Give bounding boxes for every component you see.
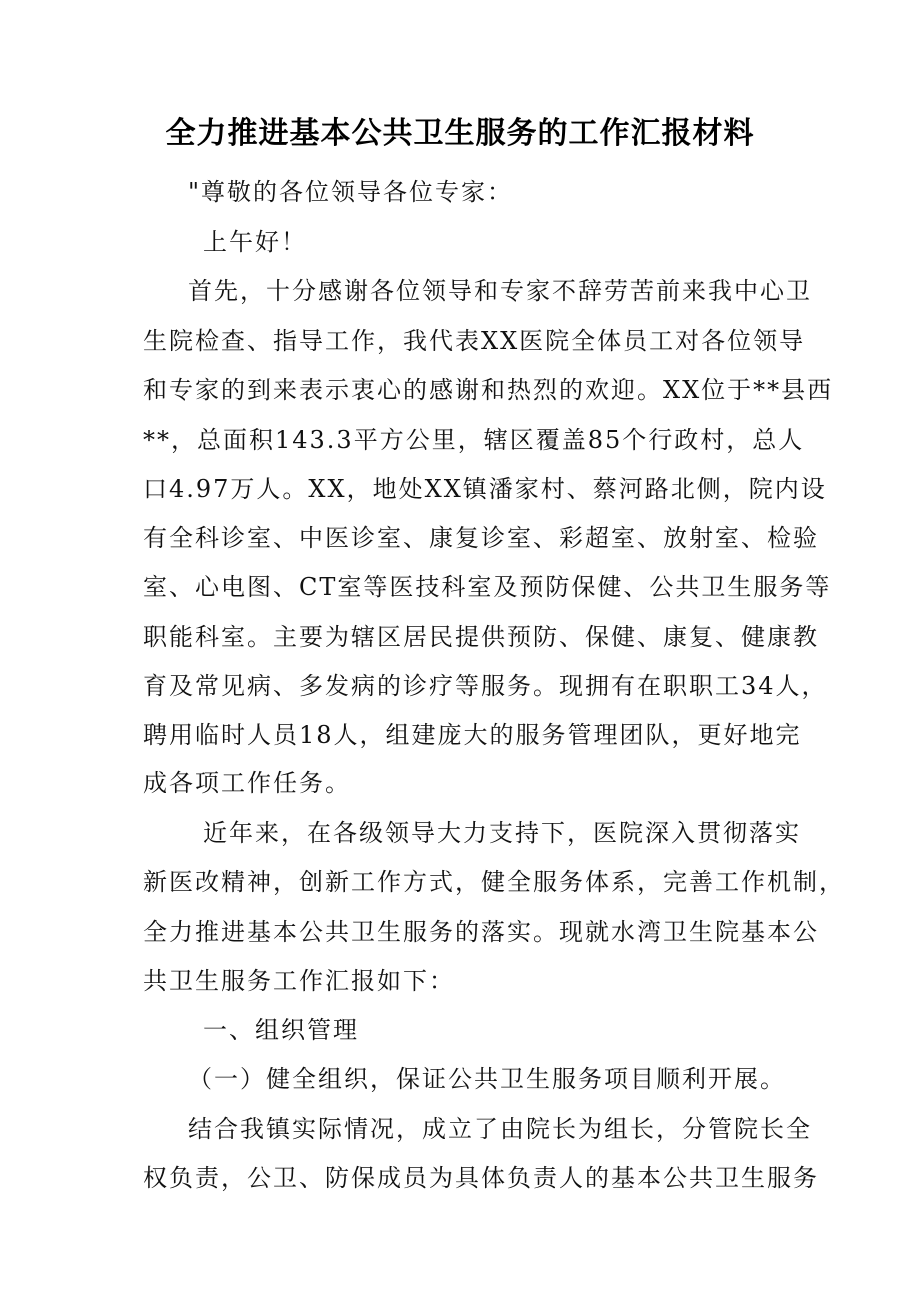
paragraph-1-line-6: 有全科诊室、中医诊室、康复诊室、彩超室、放射室、检验 — [143, 524, 819, 552]
paragraph-1-line-9: 育及常见病、多发病的诊疗等服务。现拥有在职职工34人， — [143, 672, 828, 700]
paragraph-1-line-7: 室、心电图、CT室等医技科室及预防保健、公共卫生服务等 — [143, 573, 832, 601]
paragraph-1-line-4: **，总面积143.3平方公里，辖区覆盖85个行政村，总人 — [143, 426, 805, 454]
paragraph-2-line-3: 全力推进基本公共卫生服务的落实。现就水湾卫生院基本公 — [143, 918, 819, 946]
paragraph-1-line-1: 首先，十分感谢各位领导和专家不辞劳苦前来我中心卫 — [188, 277, 812, 305]
paragraph-2-line-2: 新医改精神，创新工作方式，健全服务体系，完善工作机制， — [143, 868, 845, 896]
paragraph-1-line-5: 口4.97万人。XX，地处XX镇潘家村、蔡河路北侧，院内设 — [143, 475, 827, 503]
greeting-line: "尊敬的各位领导各位专家： — [188, 178, 514, 206]
paragraph-1-line-11: 成各项工作任务。 — [143, 769, 351, 797]
paragraph-2-line-4: 共卫生服务工作汇报如下： — [143, 967, 455, 995]
greeting-good-morning: 上午好！ — [203, 228, 307, 256]
subsection-heading-1: （一）健全组织，保证公共卫生服务项目顺利开展。 — [188, 1065, 786, 1093]
document-title: 全力推进基本公共卫生服务的工作汇报材料 — [165, 116, 755, 151]
paragraph-3-line-1: 结合我镇实际情况，成立了由院长为组长，分管院长全 — [188, 1115, 812, 1143]
paragraph-1-line-2: 生院检查、指导工作，我代表XX医院全体员工对各位领导 — [143, 327, 806, 355]
paragraph-3-line-2: 权负责，公卫、防保成员为具体负责人的基本公共卫生服务 — [143, 1164, 819, 1192]
section-heading-organization: 一、组织管理 — [203, 1016, 359, 1044]
paragraph-1-line-10: 聘用临时人员18人，组建庞大的服务管理团队，更好地完 — [143, 721, 802, 749]
paragraph-1-line-8: 职能科室。主要为辖区居民提供预防、保健、康复、健康教 — [143, 623, 819, 651]
paragraph-2-line-1: 近年来，在各级领导大力支持下，医院深入贯彻落实 — [203, 819, 801, 847]
paragraph-1-line-3: 和专家的到来表示衷心的感谢和热烈的欢迎。XX位于**县西 — [143, 376, 834, 404]
